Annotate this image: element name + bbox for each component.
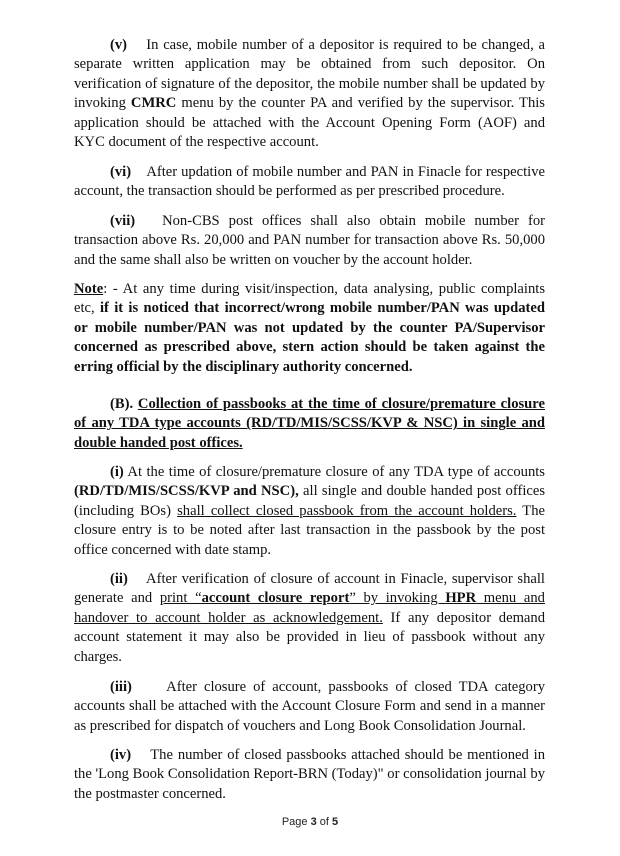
account-types: (RD/TD/MIS/SCSS/KVP and NSC), [74, 483, 299, 500]
paragraph-label: (i) [110, 464, 124, 480]
paragraph-vii [74, 212, 545, 270]
paragraph-text: After closure of account, passbooks of closed TDA category accounts shall be attached with the Account Closure Form and send in a manner as prescribed for dispatch of vouchers and Long Book Consolidation Journal. [74, 679, 546, 734]
paragraph-iv [74, 746, 545, 804]
paragraph-text: After verification of closure of account in Finacle, supervisor shall generate and [74, 571, 545, 607]
paragraph-v [74, 36, 545, 152]
page-total: 5 [332, 816, 339, 828]
footer-of-word: of [316, 816, 333, 828]
underlined-text: print “ [159, 590, 202, 607]
paragraph-label: (iv) [110, 747, 132, 763]
paragraph-text: The number of closed passbooks attached should be mentioned in the 'Long Book Consolidation Report-BRN (Today)" or consolidation journal by the postmaster concerned. [74, 747, 545, 802]
paragraph-iii [74, 678, 545, 736]
underlined-text: shall collect closed passbook from the account holders. [177, 502, 517, 519]
hpr-menu: HPR [445, 590, 477, 607]
paragraph-text: : - At any time during visit/inspection, data analysing, public complaints etc, [74, 281, 545, 317]
footer-page-word: Page [281, 816, 311, 828]
note-bold-text: if it is noticed that incorrect/wrong mobile number/PAN was updated or mobile number/PAN was not updated by the counter PA/Supervisor concerned as prescribed above, stern action should be taken against the erring official by the disciplinary authority concerned. [74, 300, 545, 375]
paragraph-vi [74, 163, 545, 202]
paragraph-text: menu by the counter PA and verified by the supervisor. This application should be attached with the Account Opening Form (AOF) and KYC document of the respective account. [74, 95, 545, 151]
page-footer [0, 813, 620, 832]
paragraph-ii [74, 570, 545, 667]
paragraph-text: At the time of closure/premature closure of any TDA type of accounts [123, 464, 545, 480]
paragraph-label: (v) [110, 37, 128, 53]
section-b-heading [74, 395, 545, 453]
paragraph-text: In case, mobile number of a depositor is required to be changed, a separate written application may be obtained from such depositor. On verification of signature of the depositor, the mobile number shall be updated by invoking [74, 37, 546, 112]
paragraph-text: The closure entry is to be noted after last transaction in the passbook by the post office concerned with date stamp. [74, 502, 545, 558]
paragraph-label: (vii) [110, 213, 136, 229]
cmrc-term: CMRC [130, 95, 177, 112]
paragraph-text: all single and double handed post offices (including BOs) [74, 483, 546, 519]
paragraph-label: (iii) [110, 679, 132, 695]
paragraph-label: (ii) [110, 571, 128, 587]
note-paragraph [74, 280, 545, 377]
paragraph-text: If any depositor demand account statement it may also be provided in lieu of passbook without any charges. [74, 609, 545, 665]
page-number: 3 [310, 816, 317, 828]
paragraph-text: Non-CBS post offices shall also obtain mobile number for transaction above Rs. 20,000 and PAN number for transaction above Rs. 50,000 and the same shall also be written on voucher by the account holder. [74, 213, 545, 268]
paragraph-label: (vi) [110, 164, 132, 180]
report-name: account closure report [201, 590, 350, 607]
note-label: Note [74, 281, 104, 297]
paragraph-text: After updation of mobile number and PAN in Finacle for respective account, the transaction should be performed as per prescribed procedure. [74, 164, 545, 200]
paragraph-i [74, 463, 545, 560]
underlined-text: menu and handover to account holder as acknowledgement. [74, 590, 545, 626]
section-label: (B). [110, 396, 138, 412]
underlined-text: ” by invoking [349, 590, 446, 607]
section-title: Collection of passbooks at the time of closure/premature closure of any TDA type accounts (RD/TD/MIS/SCSS/KVP & NSC) in single and double handed post offices. [74, 396, 545, 451]
